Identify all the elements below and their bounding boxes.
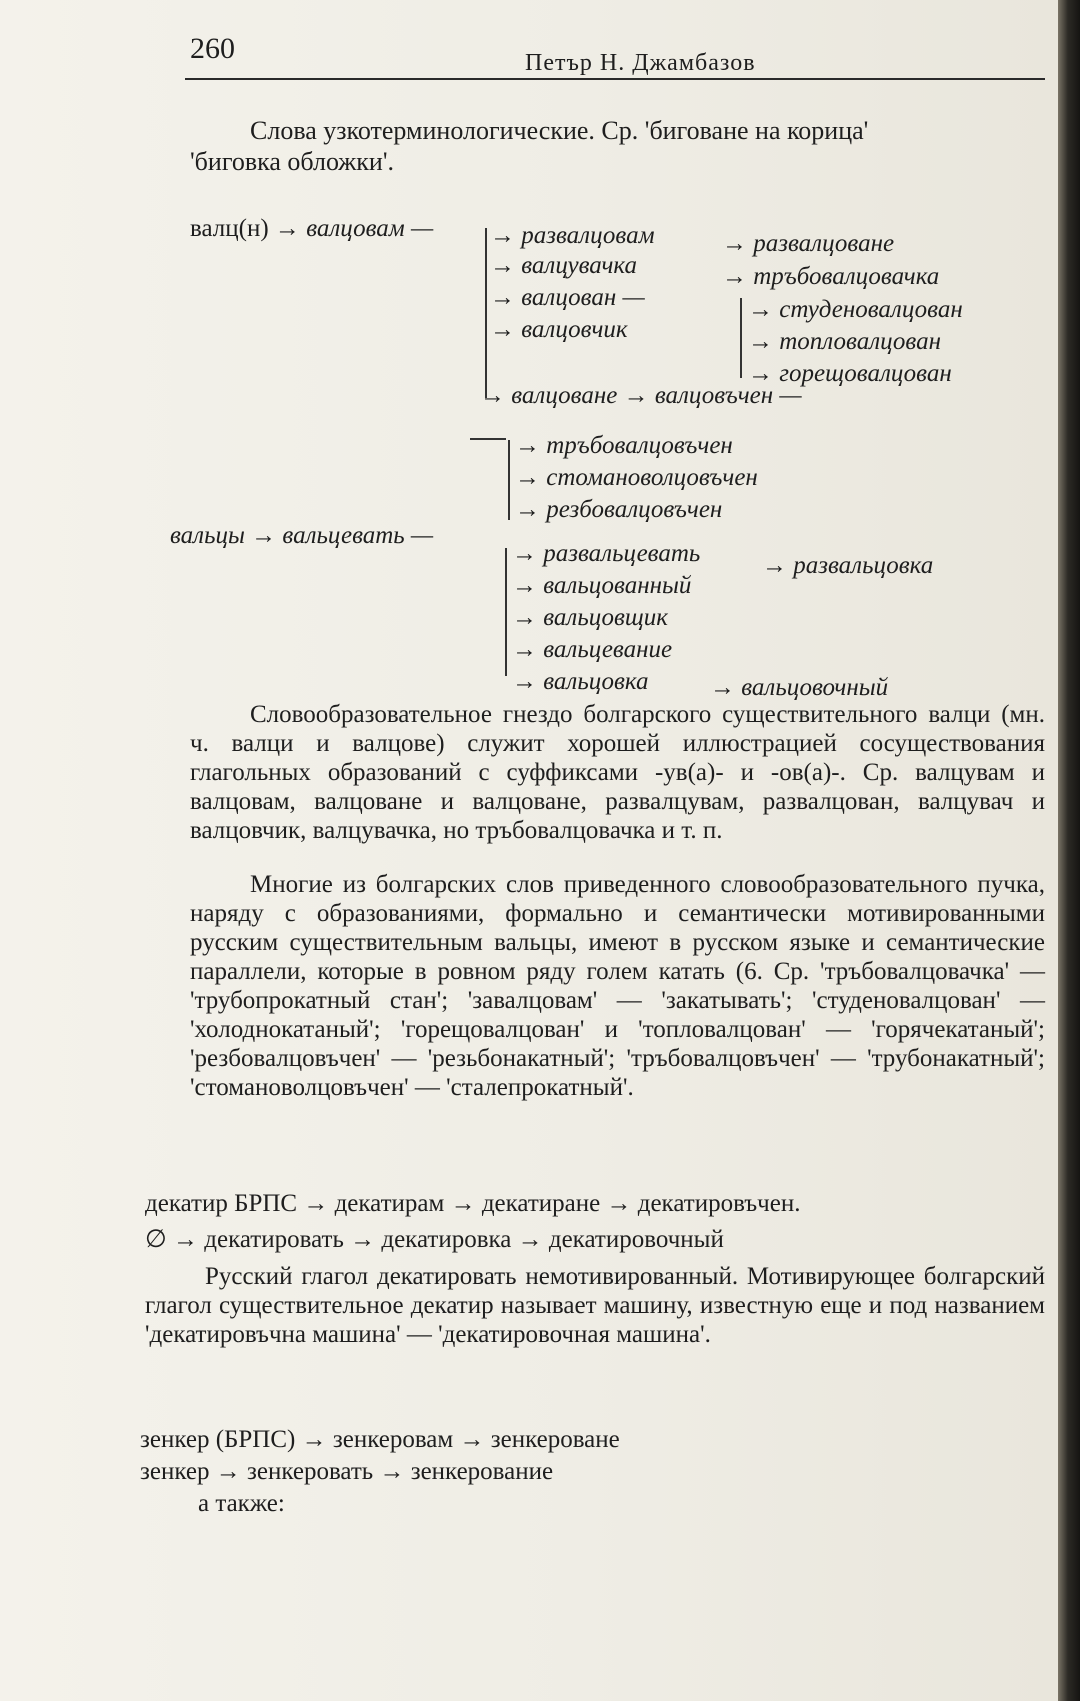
tree2-root-verb: вальцевать — (282, 522, 434, 549)
dekatir-paragraph (145, 1262, 1045, 1349)
tree1-valtsovane-line: → валцоване → валцовъчен — (480, 382, 802, 409)
tree1-bracket-valtsovachen (508, 440, 510, 520)
running-head-author: Петър Н. Джамбазов (525, 50, 756, 76)
tree2-branch-3-left: → вальцовщик (512, 604, 668, 631)
zenker-line-3: а также: (198, 1490, 285, 1517)
tree1-valtsovachen-child-1: → тръбовалцовъчен (515, 432, 733, 459)
tree1-valtsovan-child-3: → горещовалцован (748, 360, 952, 387)
tree1-branch-2-right: → тръбовалцовачка (722, 263, 940, 290)
tree1-branch-1-left: → развалцовам (490, 222, 655, 249)
tree1-root-verb: валцовам — (306, 215, 434, 242)
tree2-branch-2-left: → вальцованный (512, 572, 692, 599)
tree1-branch-1-right: → развалцоване (722, 230, 895, 257)
dekatir-line-2: ∅ → декатировать → декатировка → декатировочный (145, 1226, 724, 1253)
paragraph-1 (190, 700, 1045, 845)
intro-line-1: Слова узкотерминологические. Ср. 'биговане на корица' (250, 116, 869, 145)
tree1-bracket-main (485, 228, 487, 398)
intro-line-2: 'биговка обложки'. (190, 147, 395, 176)
tree1-valtsovan-child-1: → студеновалцован (748, 296, 963, 323)
tree1-branch-4-left: → валцовчик (490, 316, 628, 343)
tree2-branch-5-right: → вальцовочный (710, 674, 889, 701)
zenker-line-1: зенкер (БРПС) → зенкеровам → зенкероване (140, 1426, 620, 1453)
tree1-root-noun: валц(н) → (190, 215, 300, 242)
tree1-connector (470, 438, 506, 440)
dekatir-paragraph-text: Русский глагол декатировать немотивированный. Мотивирующее болгарский глагол существительное декатир называет машину, известную еще и под названием 'декатировъчна машина' — 'декатировочная машина'. (145, 1263, 1045, 1348)
zenker-line-2: зенкер → зенкеровать → зенкерование (140, 1458, 554, 1485)
paragraph-1-text: Словообразовательное гнездо болгарского существительного валци (мн. ч. валци и валцове) служит хорошей иллюстрацией сосуществования глагольных образований с суффиксами -ув(а)- и -ов(а)-. Ср. валцувам и валцовам, валцоване и валцоване, развалцувам, развалцован, валцувач и валцовчик, валцувачка, но тръбовалцовачка и т. п. (190, 701, 1045, 844)
tree2-root (170, 522, 433, 550)
tree1-branch-3-left: → валцован — (490, 284, 645, 311)
page-number: 260 (190, 32, 235, 65)
book-spine-shadow (1058, 0, 1080, 1701)
tree1-valtsovachen-child-2: → стомановолцовъчен (515, 464, 758, 491)
tree2-branch-5-left: → вальцовка (512, 668, 649, 695)
tree2-branch-1-right: → развальцовка (762, 552, 934, 579)
tree1-valtsovan-child-2: → топловалцован (748, 328, 941, 355)
dekatir-line-1: декатир БРПС → декатирам → декатиране → декатировъчен. (145, 1190, 801, 1217)
tree1-root (190, 215, 433, 243)
header-rule (185, 78, 1045, 80)
tree1-bracket-valtsovan (740, 298, 742, 378)
paragraph-2-text: Многие из болгарских слов приведенного словообразовательного пучка, наряду с образованиями, формально и семантически мотивированными русским существительным вальцы, имеют в русском языке и семантические параллели, которые в ровном ряду голем катать (6. Ср. 'тръбовалцовачка' — 'трубопрокатный стан'; 'завалцовам' — 'закатывать'; 'студеновалцован' — 'холоднокатаный'; 'горещовалцован' и 'топловалцован' — 'горячекатаный'; 'резбовалцовъчен' — 'резьбонакатный'; 'тръбовалцовъчен' — 'трубонакатный'; 'стомановолцовъчен' — 'сталепрокатный'. (190, 871, 1045, 1101)
tree2-branch-4-left: → вальцевание (512, 636, 673, 663)
tree1-valtsovachen-child-3: → резбовалцовъчен (515, 496, 723, 523)
tree2-branch-1-left: → развальцевать (512, 540, 701, 567)
tree2-root-noun: вальцы → (170, 522, 277, 549)
tree1-branch-2-left: → валцувачка (490, 252, 637, 279)
paragraph-2 (190, 870, 1045, 1102)
tree2-bracket (505, 548, 507, 676)
